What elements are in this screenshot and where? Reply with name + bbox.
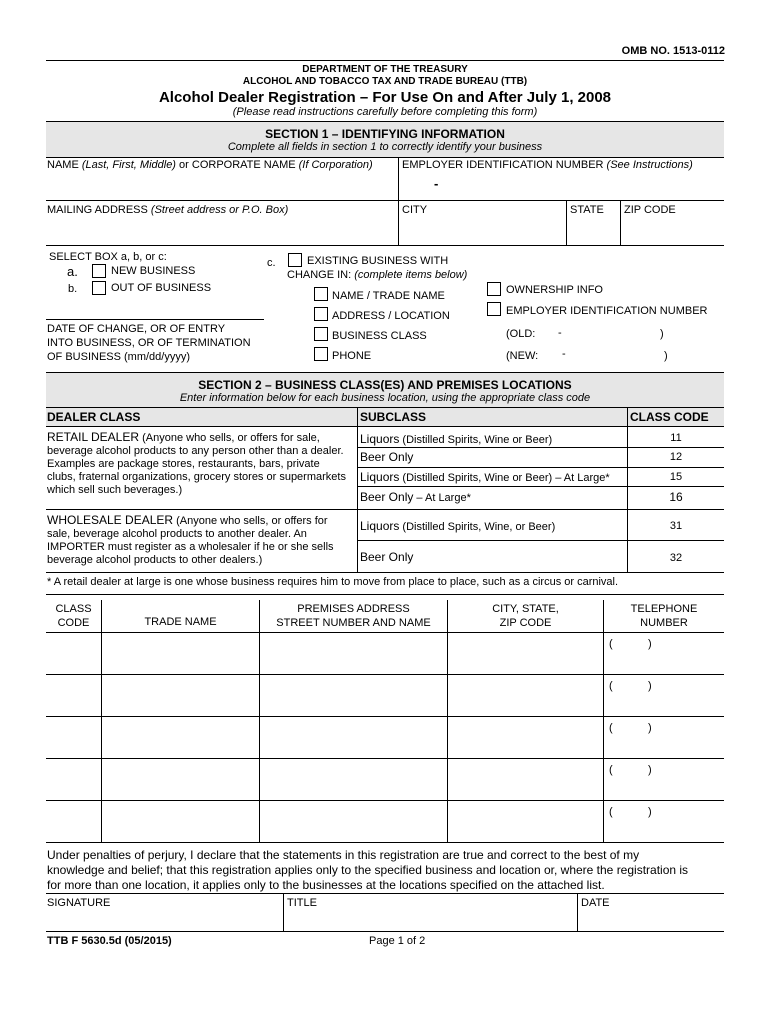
city-state-zip-cell[interactable] [448,717,603,757]
w-liquors-label: Liquors [360,519,400,533]
signature-top-rule [46,893,724,894]
address-location-checkbox[interactable] [314,307,328,321]
class-code-cell[interactable] [46,801,101,841]
date-label-line2: INTO BUSINESS, OR OF TERMINATION [47,337,251,349]
ownership-info-checkbox[interactable] [487,282,501,296]
name-field[interactable] [47,172,395,198]
state-label: STATE [570,204,604,216]
wholesale-dealer-heading: WHOLESALE DEALER [47,513,174,527]
page-number: Page 1 of 2 [369,935,426,947]
opt-b-letter: b. [68,283,78,295]
signature-bottom-rule [46,931,724,932]
name-hint2: (If Corporation) [298,159,373,171]
class-code-cell[interactable] [46,675,101,715]
loc-addr-line1: PREMISES ADDRESS [297,603,410,615]
wholesale-line2: sale, beverage alcohol products to another dealer. An [47,528,307,540]
department-name: DEPARTMENT OF THE TREASURY [302,64,468,75]
retail-line4: clubs, fraternal organizations, grocery stores or supermarkets [47,471,346,483]
at-large-footnote: * A retail dealer at large is one whose business requires him to move from place to place, such as a circus or carnival. [47,576,619,588]
section1-subtitle: Complete all fields in section 1 to correctly identify your business [227,141,543,153]
state-field[interactable] [568,218,618,242]
class-code-header: CLASS CODE [630,410,709,424]
subclass-row-16 [360,490,471,504]
ein-change-label: EMPLOYER IDENTIFICATION NUMBER [506,305,708,317]
out-of-business-label: OUT OF BUSINESS [111,282,212,294]
class-code-15: 15 [669,471,683,483]
date-label-line3: OF BUSINESS (mm/dd/yyyy) [47,351,191,363]
form-number: TTB F 5630.5d (05/2015) [47,935,172,947]
opt-a-letter: a. [67,264,78,279]
form-title: Alcohol Dealer Registration – For Use On and After July 1, 2008 [158,89,612,106]
telephone-cell[interactable] [604,675,724,715]
row-rule [46,842,724,843]
phone-label: PHONE [332,350,372,362]
mailing-hint: (Street address or P.O. Box) [150,204,289,216]
ownership-info-label: OWNERSHIP INFO [506,284,603,296]
class-code-12: 12 [669,451,683,463]
business-class-label: BUSINESS CLASS [332,330,427,342]
retail-dealer-heading: RETAIL DEALER [47,430,140,444]
form-instructions: (Please read instructions carefully before completing this form) [232,106,538,118]
class-header-bottom [46,426,724,427]
loc-header-address [260,602,447,630]
ein-label: EMPLOYER IDENTIFICATION NUMBER [402,159,604,171]
city-field[interactable] [402,218,564,242]
title-label: TITLE [287,897,317,909]
trade-name-cell[interactable] [102,717,259,757]
subclass-header: SUBCLASS [360,410,427,424]
subclass-row-12: Beer Only [360,450,414,464]
old-ein-close: ) [660,328,664,340]
declaration-text [47,848,688,893]
telephone-cell[interactable] [604,759,724,799]
business-class-checkbox[interactable] [314,327,328,341]
beer-large-label: Beer Only [360,490,414,504]
city-state-zip-cell[interactable] [448,759,603,799]
row-rule [357,486,724,487]
select-label: SELECT BOX a, b, or c: [49,251,167,263]
bureau-name: ALCOHOL AND TOBACCO TAX AND TRADE BUREAU (TTB) [242,76,528,87]
ein-change-checkbox[interactable] [487,302,501,316]
existing-business-checkbox[interactable] [288,253,302,267]
subclass-divider [357,407,358,572]
loc-class-line1: CLASS [55,603,92,615]
telephone-cell[interactable] [604,801,724,841]
signature-field[interactable] [47,911,281,929]
change-in-label: CHANGE IN: [287,269,352,281]
sign-date-label: DATE [581,897,610,909]
trade-name-cell[interactable] [102,759,259,799]
name-label-group [47,159,373,171]
new-business-label: NEW BUSINESS [111,265,196,277]
trade-name-cell[interactable] [102,633,259,673]
title-divider [283,893,284,931]
class-table-bottom [46,572,724,573]
city-label: CITY [402,204,428,216]
declaration-line2: knowledge and belief; that this registration applies only to the specified business and location or, where the registration is [47,863,689,877]
ein-hint: (See Instructions) [606,159,693,171]
old-ein-field[interactable] [545,326,657,340]
ein-field[interactable] [402,172,722,198]
class-code-cell[interactable] [46,633,101,673]
class-code-16: 16 [669,490,683,504]
phone-paren-close: ) [648,680,652,692]
liquors-label: Liquors [360,432,400,446]
address-location-label: ADDRESS / LOCATION [332,310,450,322]
name-or: or CORPORATE NAME [179,159,296,171]
subclass-row-11 [360,432,552,446]
section1-title: SECTION 1 – IDENTIFYING INFORMATION [265,127,505,141]
retail-line2: beverage alcohol products to any person other than a dealer. [47,445,344,457]
retail-line5: which sell such beverages.) [47,484,183,496]
class-code-31: 31 [669,520,683,532]
mailing-rule [46,200,724,201]
wholesale-line4: beverage alcohol products to other dealers.) [47,554,263,566]
phone-paren-open: ( [609,764,613,776]
name-trade-label: NAME / TRADE NAME [332,290,445,302]
section1-header-rule [46,157,724,158]
loc-tel-line1: TELEPHONE [630,603,698,615]
loc-city-line1: CITY, STATE, [492,603,559,615]
loc-header-city [448,602,603,630]
title-field[interactable] [287,911,575,929]
zip-label: ZIP CODE [624,204,676,216]
footnote-rule [46,594,724,595]
wholesale-rule [46,509,724,510]
new-business-checkbox[interactable] [92,264,106,278]
old-ein-label: (OLD: [506,328,536,340]
date-rule [46,319,264,320]
row-rule [357,447,724,448]
out-of-business-checkbox[interactable] [92,281,106,295]
dealer-class-header: DEALER CLASS [47,410,141,424]
change-in-group [287,269,467,281]
loc-header-class [46,602,101,630]
premises-address-cell[interactable] [260,717,447,757]
zip-field[interactable] [622,218,722,242]
class-code-cell[interactable] [46,759,101,799]
date-divider [577,893,578,931]
phone-paren-open: ( [609,806,613,818]
row-rule [357,540,724,541]
state-divider [566,200,567,245]
mailing-label: MAILING ADDRESS [47,204,148,216]
signature-label: SIGNATURE [47,897,111,909]
city-state-zip-cell[interactable] [448,675,603,715]
telephone-cell[interactable] [604,633,724,673]
premises-address-cell[interactable] [260,801,447,841]
sign-date-field[interactable] [581,911,721,929]
opt-c-letter: c. [267,257,276,269]
phone-paren-close: ) [648,722,652,734]
liquors-large-hint: (Distilled Spirits, Wine or Beer) – At Large* [402,472,610,484]
new-ein-dash: - [562,348,566,360]
declaration-line3: for more than one location, it applies only to the businesses at the locations specified on the attached list. [47,878,605,892]
mailing-field[interactable] [47,218,395,242]
liquors-large-label: Liquors [360,470,400,484]
new-ein-field[interactable] [548,348,660,362]
new-ein-close: ) [664,350,668,362]
phone-paren-open: ( [609,722,613,734]
loc-header-telephone [604,602,724,630]
phone-paren-close: ) [648,638,652,650]
wholesale-dealer-description [47,514,355,567]
change-in-hint: (complete items below) [354,269,468,281]
class-code-cell[interactable] [46,717,101,757]
name-label: NAME [47,159,79,171]
date-field[interactable] [200,349,260,363]
loc-tel-line2: NUMBER [640,617,688,629]
class-code-11: 11 [670,432,682,444]
trade-name-cell[interactable] [102,801,259,841]
old-ein-dash: - [558,327,562,339]
phone-checkbox[interactable] [314,347,328,361]
omb-number: OMB NO. 1513-0112 [621,45,725,57]
city-state-zip-cell[interactable] [448,633,603,673]
phone-paren-open: ( [609,638,613,650]
zip-divider [620,200,621,245]
subclass-row-15 [360,470,610,484]
header-rule [46,60,724,61]
loc-header-trade: TRADE NAME [144,616,217,628]
loc-city-line2: ZIP CODE [499,617,552,629]
loc-class-line2: CODE [57,617,90,629]
telephone-cell[interactable] [604,717,724,757]
city-state-zip-cell[interactable] [448,801,603,841]
phone-paren-close: ) [648,806,652,818]
existing-business-label: EXISTING BUSINESS WITH [307,255,449,267]
phone-paren-open: ( [609,680,613,692]
retail-dealer-description [47,431,355,497]
class-code-32: 32 [669,552,683,564]
loc-addr-line2: STREET NUMBER AND NAME [276,617,431,629]
retail-paren: (Anyone who sells, or offers for sale, [142,432,320,444]
name-trade-checkbox[interactable] [314,287,328,301]
section1-divider [398,157,399,245]
w-liquors-hint: (Distilled Spirits, Wine, or Beer) [402,521,556,533]
ein-dash: - [434,176,439,191]
class-header-top [46,407,724,408]
retail-line3: Examples are package stores, restaurants, bars, private [47,458,320,470]
wholesale-paren: (Anyone who sells, or offers for [176,515,328,527]
subclass-row-31 [360,519,555,533]
new-ein-label: (NEW: [506,350,539,362]
date-label-line1: DATE OF CHANGE, OR OF ENTRY [47,323,226,335]
section2-subtitle: Enter information below for each business location, using the appropriate class code [179,392,591,404]
premises-address-cell[interactable] [260,675,447,715]
name-hint: (Last, First, Middle) [81,159,176,171]
row-rule [357,467,724,468]
beer-large-hint: – At Large* [416,492,471,504]
subclass-row-32: Beer Only [360,550,414,564]
liquors-hint: (Distilled Spirits, Wine or Beer) [402,434,553,446]
ein-label-group [402,159,693,171]
phone-paren-close: ) [648,764,652,776]
declaration-line1: Under penalties of perjury, I declare that the statements in this registration are true and correct to the best of my [47,848,640,862]
select-rule [46,245,724,246]
wholesale-line3: IMPORTER must register as a wholesaler if he or she sells [47,541,334,553]
section2-title: SECTION 2 – BUSINESS CLASS(ES) AND PREMISES LOCATIONS [198,378,572,392]
premises-address-cell[interactable] [260,759,447,799]
premises-address-cell[interactable] [260,633,447,673]
mailing-label-group [47,204,288,216]
trade-name-cell[interactable] [102,675,259,715]
